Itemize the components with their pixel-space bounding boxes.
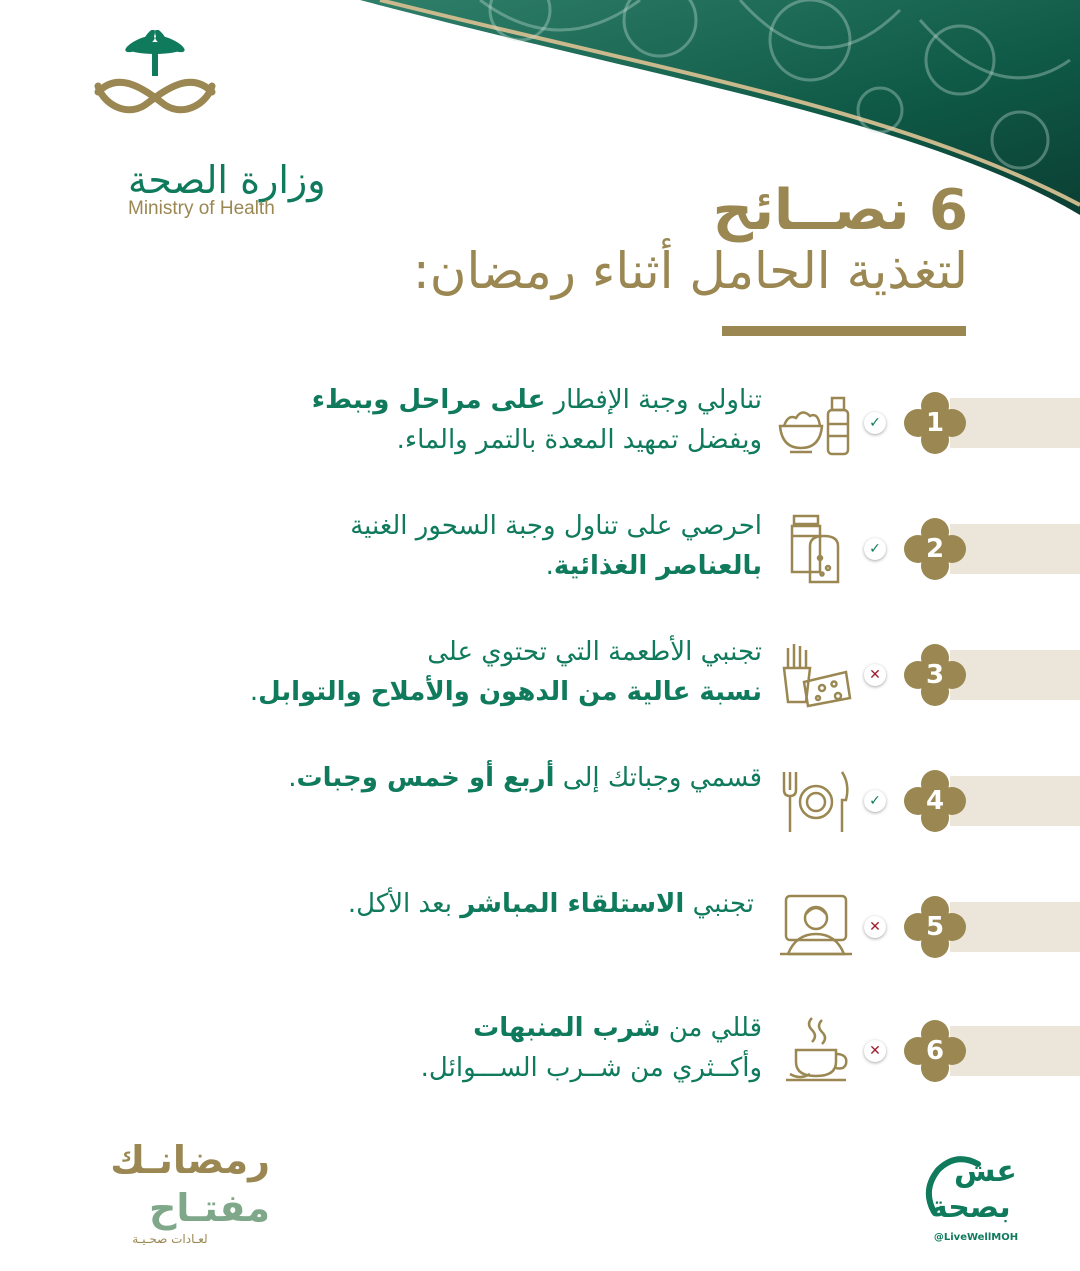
brand-handle: @LiveWellMOH	[933, 1232, 1019, 1243]
tip-band	[950, 902, 1080, 952]
tip-band	[950, 650, 1080, 700]
tip-text-line1-start: تجنبي	[684, 889, 754, 919]
tip-text-line2-bold: بالعناصر الغذائية	[553, 551, 762, 581]
tip-text-line1-bold: أربع أو خمس وجبات	[296, 763, 555, 793]
ministry-logo	[60, 30, 326, 219]
brand-line1: عش	[954, 1154, 1017, 1189]
campaign-line2: مفتـاح	[148, 1186, 270, 1230]
tip-text-line1-end: بعد الأكل.	[347, 889, 461, 919]
palm-and-swords-icon	[90, 30, 220, 120]
tip-text	[162, 758, 762, 798]
tip-text-line1: تجنبي الأطعمة التي تحتوي على	[427, 637, 762, 667]
tip-text	[162, 632, 762, 712]
lying-person-icon	[776, 890, 854, 964]
tip-text-line1-start: قسمي وجباتك إلى	[554, 763, 762, 793]
fries-and-cheese-icon	[776, 638, 854, 712]
tip-number: 3	[925, 660, 945, 690]
cross-mark-icon: ✕	[864, 1040, 886, 1062]
tip-number: 4	[925, 786, 945, 816]
tip-band	[950, 398, 1080, 448]
tip-text-line2-end: .	[249, 677, 259, 707]
tip-text	[162, 380, 762, 460]
number-badge	[904, 896, 966, 958]
brand-line2: بصحة	[930, 1190, 1011, 1225]
tip-text-line1-bold: شرب المنبهات	[473, 1013, 661, 1043]
tip-number: 2	[925, 534, 945, 564]
check-mark-icon: ✓	[864, 790, 886, 812]
tip-text-line1-bold: على مراحل وببطء	[311, 385, 546, 415]
coffee-cup-icon	[776, 1014, 854, 1088]
check-mark-icon: ✓	[864, 412, 886, 434]
tip-text-line2: ويفضل تمهيد المعدة بالتمر والماء.	[396, 425, 762, 455]
tip-text-line1-bold: الاستلقاء المباشر	[460, 889, 685, 919]
tip-number: 1	[925, 408, 945, 438]
campaign-subtitle: لعـادات صحـيـة	[132, 1232, 208, 1246]
number-badge	[904, 392, 966, 454]
tip-band	[950, 1026, 1080, 1076]
page-title: 6 نصــائح	[712, 178, 968, 243]
tip-item	[0, 876, 1080, 986]
salad-and-water-icon	[776, 386, 854, 460]
check-mark-icon: ✓	[864, 538, 886, 560]
ministry-name-arabic: وزارة الصحة	[128, 158, 326, 202]
ministry-name-english: Ministry of Health	[128, 198, 275, 219]
tip-text	[162, 1008, 762, 1088]
jar-and-bread-icon	[776, 512, 854, 586]
tip-text-line2-bold: نسبة عالية من الدهون والأملاح والتوابل	[258, 677, 762, 707]
tip-band	[950, 776, 1080, 826]
tip-item	[0, 1000, 1080, 1110]
title-underline	[722, 326, 966, 336]
tip-number: 6	[925, 1036, 945, 1066]
page-subtitle: لتغذية الحامل أثناء رمضان:	[412, 242, 968, 300]
live-well-logo	[916, 1152, 1036, 1252]
tip-text	[154, 884, 754, 924]
number-badge	[904, 770, 966, 832]
tip-text-line2-end: .	[545, 551, 554, 581]
tip-item	[0, 498, 1080, 608]
tip-text	[162, 506, 762, 586]
tip-text-line1: احرصي على تناول وجبة السحور الغنية	[350, 511, 762, 541]
tip-text-line1-end: .	[288, 763, 297, 793]
campaign-logo	[70, 1138, 270, 1246]
plate-and-cutlery-icon	[776, 764, 854, 838]
tip-band	[950, 524, 1080, 574]
tip-text-line1-start: قللي من	[660, 1013, 762, 1043]
tip-item	[0, 624, 1080, 734]
number-badge	[904, 644, 966, 706]
cross-mark-icon: ✕	[864, 664, 886, 686]
tip-text-line1-start: تناولي وجبة الإفطار	[545, 385, 762, 415]
tip-number: 5	[925, 912, 945, 942]
tip-item	[0, 750, 1080, 860]
cross-mark-icon: ✕	[864, 916, 886, 938]
tip-text-line2: وأكــثري من شــرب الســـوائل.	[420, 1053, 762, 1083]
campaign-line1: رمضانـك	[110, 1138, 270, 1182]
number-badge	[904, 518, 966, 580]
number-badge	[904, 1020, 966, 1082]
tip-item	[0, 372, 1080, 482]
